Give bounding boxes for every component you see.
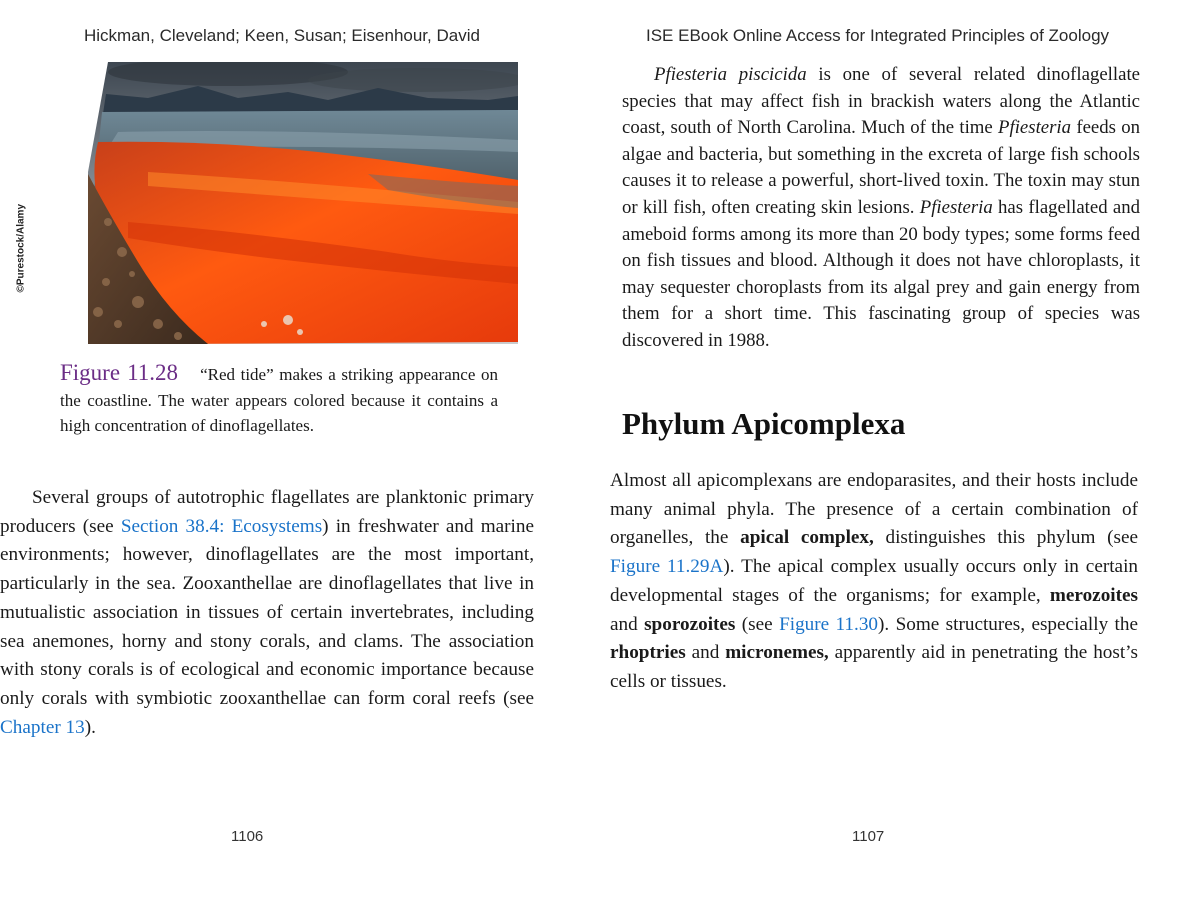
italic-term: Pfiesteria piscicida: [654, 64, 807, 85]
caption-text: “Red tide” makes a striking appearance on the coastline. The water appears colored because it contains a high concentration of dinoflagellates.: [60, 365, 499, 435]
figure-11-29a-link[interactable]: Figure 11.29A: [610, 556, 724, 578]
book-authors-header: Hickman, Cleveland; Keen, Susan; Eisenhour, David: [84, 26, 480, 45]
body-paragraph-pfiesteria: [622, 62, 1140, 355]
text-segment: ) in freshwater and marine environments; however, dinoflagellates are the most important, particularly in the sea. Zooxanthellae are dinoflagellates that live in mutualistic association in tissues of certain invertebrates, including sea anemones, horny and stony corals, and clams. The association with stony corals is of ecological and economic importance because only corals with symbiotic zooxanthellae can form coral reefs (see: [0, 515, 534, 709]
section-38-4-link[interactable]: Section 38.4: Ecosystems: [120, 515, 323, 537]
figure-caption: [60, 360, 498, 439]
text-segment: (see: [735, 613, 780, 635]
text-segment: is one of several related dinoflagellate species that may affect fish in brackish waters along the Atlantic coast, south of North Carolina. Much of the time: [622, 64, 1141, 139]
text-segment: and: [610, 613, 645, 635]
text-segment: ).: [84, 716, 96, 738]
chapter-13-link[interactable]: Chapter 13: [0, 716, 85, 738]
page-number-left: 1106: [231, 828, 264, 845]
text-segment: distinguishes this phylum (see: [873, 527, 1138, 549]
figure-11-30-link[interactable]: Figure 11.30: [779, 613, 879, 635]
text-segment: ). Some structures, especially the: [878, 613, 1138, 635]
text-segment: and: [685, 642, 726, 664]
red-tide-image: [88, 62, 518, 344]
text-segment: feeds on algae and bacteria, but something in the excreta of large fish schools causes it to release a powerful, short-lived toxin. The toxin may stun or kill fish, often creating skin lesions.: [622, 117, 1140, 218]
bold-term: micronemes,: [725, 642, 829, 664]
bold-term: rhoptries: [610, 642, 686, 664]
bold-term: apical complex,: [740, 527, 874, 549]
text-segment: ). The apical complex usually occurs only in certain developmental stages of the organisms; for example,: [610, 556, 1138, 606]
text-segment: Several groups of autotrophic flagellates are planktonic primary producers (see: [0, 487, 534, 537]
bold-term: merozoites: [1049, 584, 1138, 606]
figure-label[interactable]: Figure 11.28: [60, 360, 179, 385]
body-paragraph-apicomplexa: [610, 467, 1138, 697]
text-segment: apparently aid in penetrating the host’s cells or tissues.: [610, 642, 1138, 692]
text-segment: has flagellated and ameboid forms among its more than 20 body types; some forms feed on fish tissues and blood. Although it does not have chloroplasts, it may sequester choroplasts from its algal prey and gain energy from them for a short time. This fascinating group of species was discovered in 1988.: [622, 196, 1140, 351]
photo-credit: ©Purestock/Alamy: [15, 203, 27, 293]
italic-term: Pfiesteria: [919, 196, 993, 218]
page-number-right: 1107: [852, 828, 885, 845]
book-title-header: ISE EBook Online Access for Integrated Principles of Zoology: [646, 26, 1110, 45]
red-tide-photo: [88, 62, 518, 344]
section-heading: Phylum Apicomplexa: [622, 406, 906, 441]
italic-term: Pfiesteria: [998, 117, 1072, 139]
bold-term: sporozoites: [644, 613, 736, 635]
text-segment: Almost all apicomplexans are endoparasites, and their hosts include many animal phyla. The presence of a certain combination of organelles, the: [610, 470, 1138, 549]
body-paragraph-flagellates: [0, 484, 534, 742]
